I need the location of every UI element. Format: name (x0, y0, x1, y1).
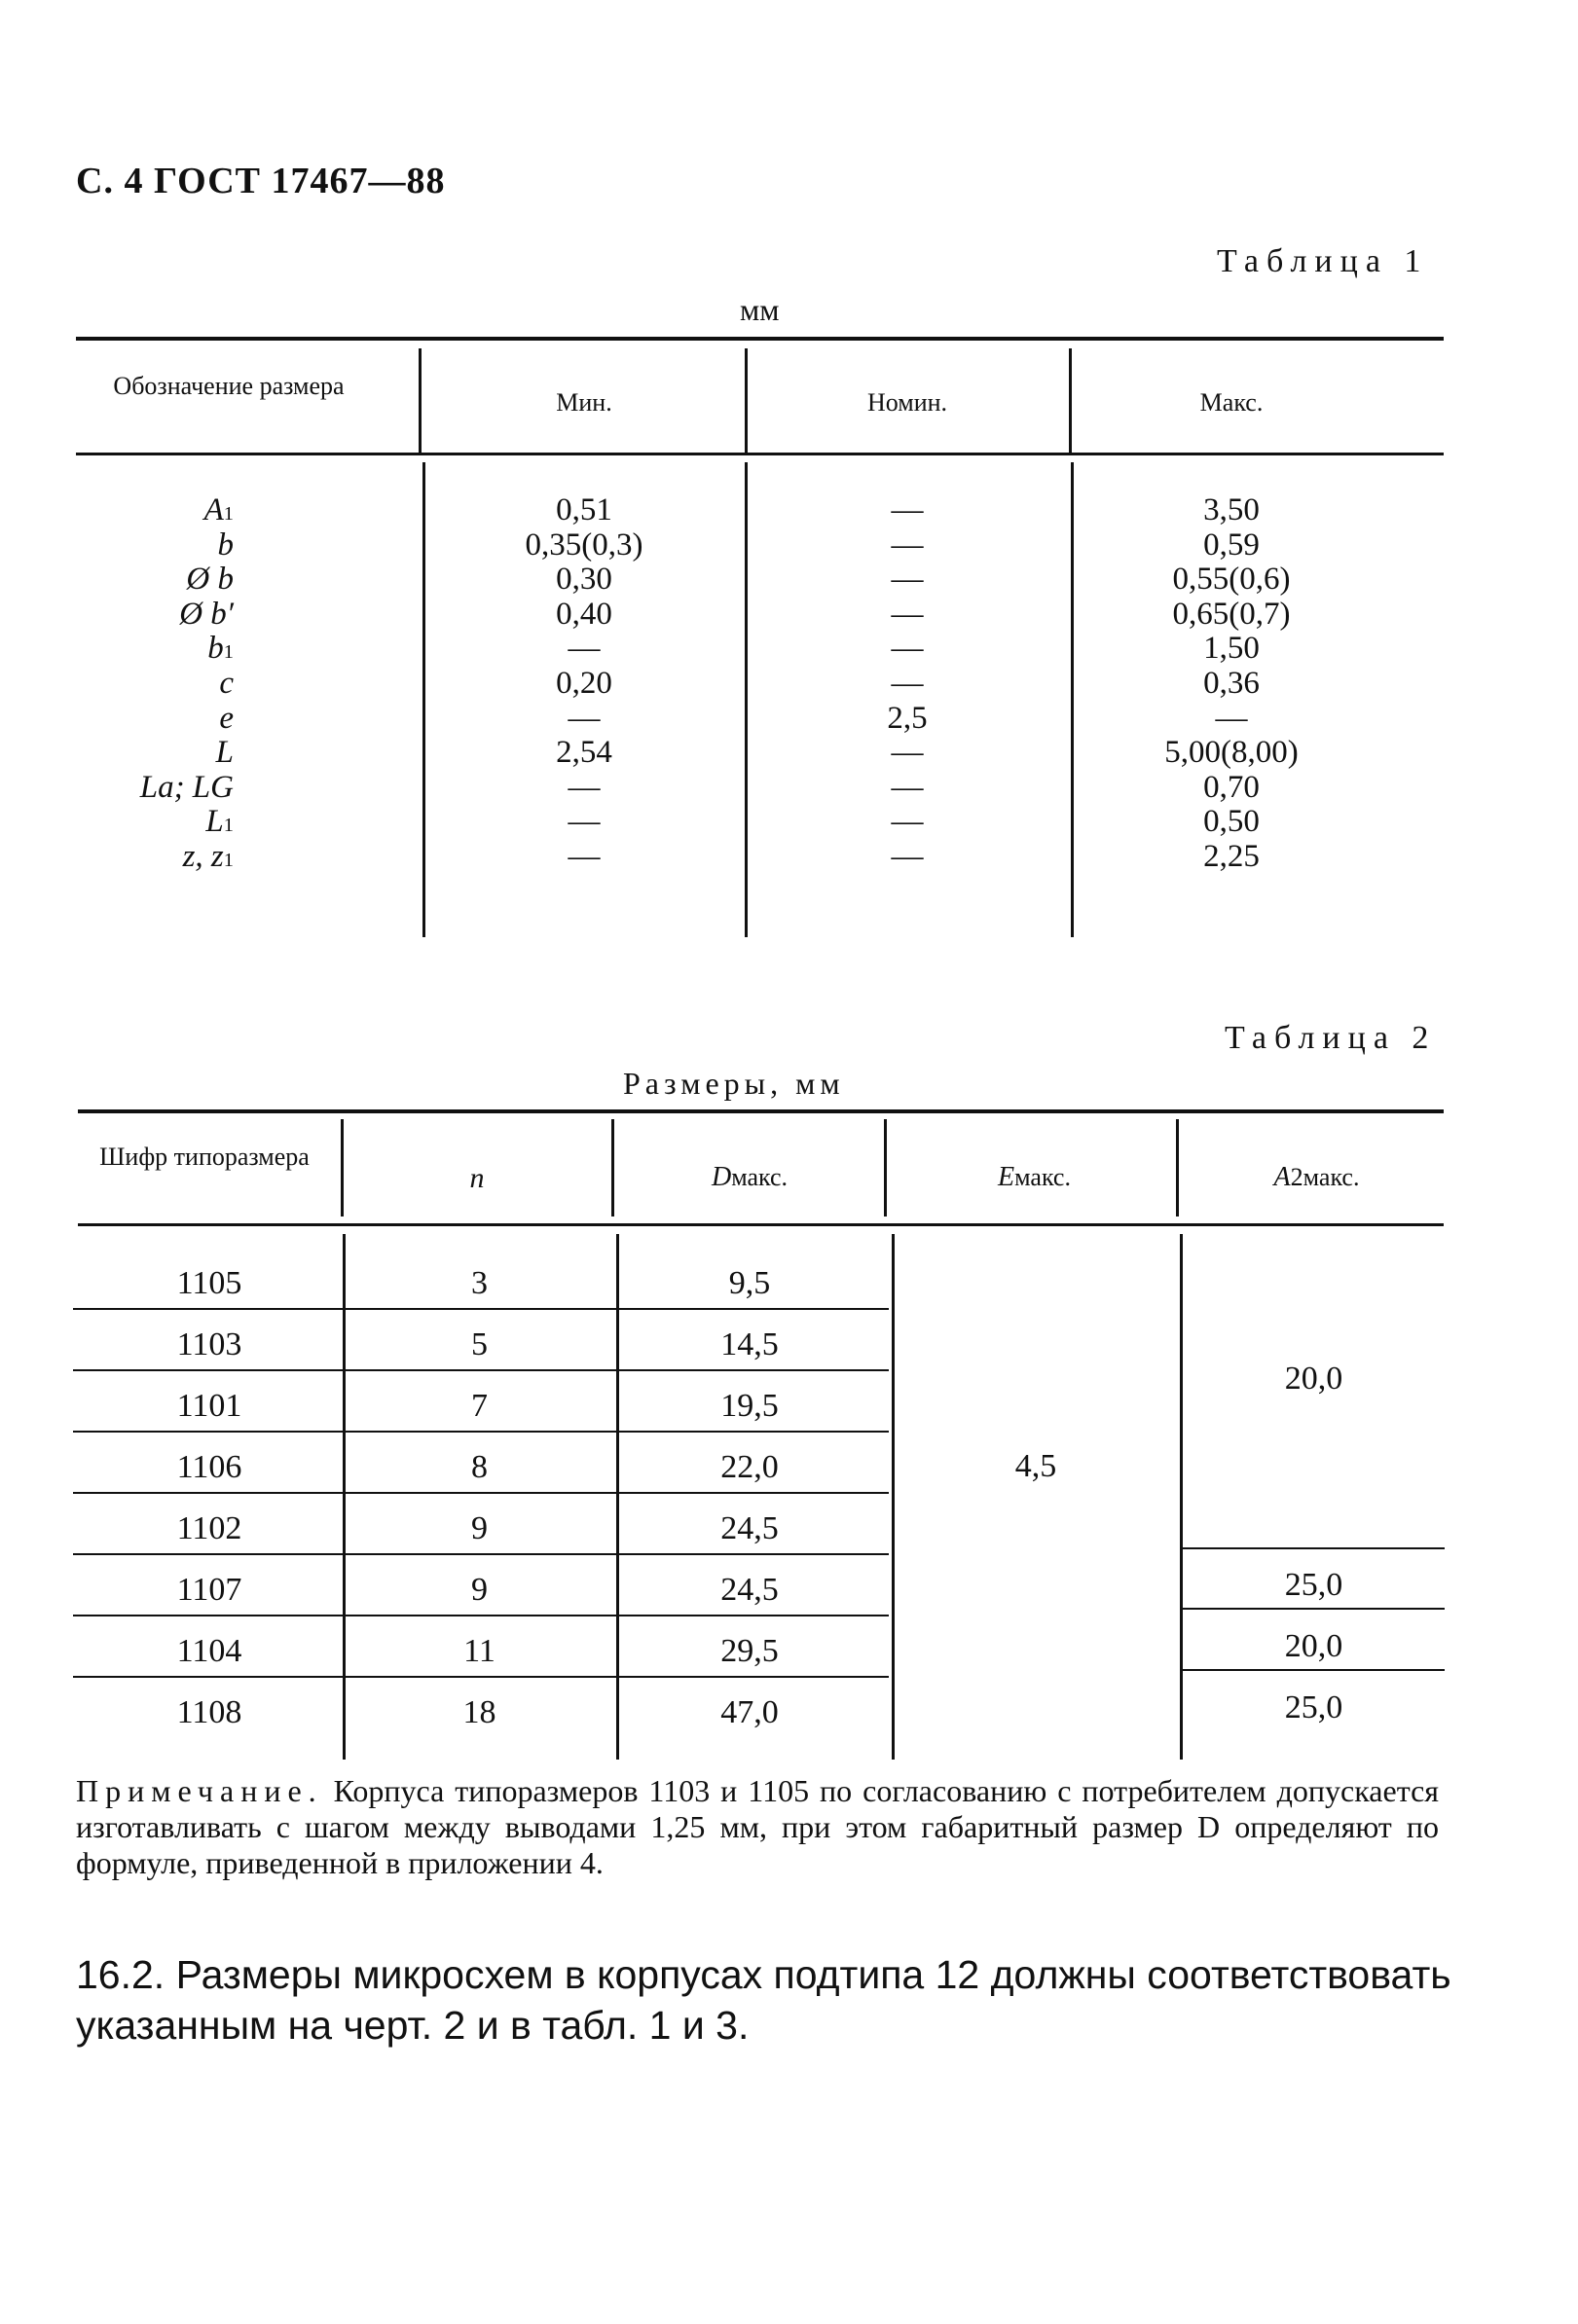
table2-caption: Таблица 2 (1225, 1020, 1437, 1056)
table1-header-rule (76, 453, 1444, 455)
table2-units: Размеры, мм (623, 1066, 845, 1101)
table2-divider (1180, 1234, 1183, 1760)
table1-designation: b1 (207, 631, 234, 667)
table1-max-value: 0,65(0,7) (1172, 596, 1291, 632)
table1-min-value: 2,54 (556, 735, 612, 771)
table2-n-value: 18 (462, 1694, 496, 1730)
table1-designation-sub: 1 (223, 815, 234, 837)
table2-row-rule (1182, 1669, 1445, 1671)
table2-header-a (1188, 1163, 1446, 1191)
table1-max-value: 0,50 (1203, 804, 1260, 840)
table2-n-value: 8 (471, 1449, 488, 1485)
table1-top-rule (76, 337, 1444, 341)
table1-max-value: 2,25 (1203, 839, 1260, 874)
table2-divider (616, 1234, 619, 1760)
table2-header-rule (78, 1223, 1444, 1226)
table2-d-value: 47,0 (720, 1694, 779, 1730)
note-text: Корпуса типоразмеров 1103 и 1105 по согласованию с потребителем допускается изготавливать с шагом между выводами 1,25 мм, при этом габаритный размер D определяют по формуле, приведенной в приложении 4. (76, 1773, 1440, 1880)
table2-n-value: 7 (471, 1388, 488, 1424)
table1-max-value: 3,50 (1203, 492, 1260, 527)
table2-n-value: 9 (471, 1572, 488, 1608)
body-paragraph: 16.2. Размеры микросхем в корпусах подтипа 12 должны соответствовать указанным на черт. 2 и в табл. 1 и 3. (76, 1952, 1451, 2048)
table1-max-value: 0,70 (1203, 769, 1260, 805)
table1-header-min: Мин. (556, 388, 612, 417)
table2-d-value: 9,5 (728, 1265, 771, 1301)
table2-code: 1105 (176, 1265, 242, 1301)
table1-nom-value: — (891, 804, 924, 840)
table1-designation-sub: 1 (223, 503, 234, 525)
table2-d-value: 24,5 (720, 1572, 779, 1608)
table2-code: 1104 (176, 1633, 242, 1669)
table2-code: 1108 (176, 1694, 242, 1730)
table1-nom-value: — (891, 492, 924, 527)
table2-top-rule (78, 1109, 1444, 1113)
table2-divider (611, 1119, 614, 1216)
table2-row-rule (73, 1308, 889, 1310)
table1-max-value: 0,36 (1203, 666, 1260, 701)
table2-code: 1102 (176, 1510, 242, 1546)
table1-min-value: — (568, 700, 601, 736)
table2-e-merged: 4,5 (1014, 1448, 1057, 1484)
table1-max-value: 5,00(8,00) (1164, 735, 1299, 771)
table2-row-rule (73, 1553, 889, 1555)
table2-row-rule (1182, 1608, 1445, 1610)
table2-divider (341, 1119, 344, 1216)
table1-nom-value: — (891, 562, 924, 598)
table1-nom-value: 2,5 (887, 700, 928, 736)
table2-n-value: 5 (471, 1326, 488, 1362)
table1-header-nom: Номин. (866, 388, 948, 417)
table1-max-value: — (1215, 700, 1248, 736)
table2-code: 1106 (176, 1449, 242, 1485)
table2-code: 1103 (176, 1326, 242, 1362)
table1-divider (745, 462, 748, 937)
table2-row-rule (1182, 1547, 1445, 1549)
table1-header-max: Макс. (1199, 388, 1264, 417)
table2-divider (884, 1119, 887, 1216)
table1-min-value: — (568, 804, 601, 840)
table2-divider (343, 1234, 346, 1760)
table1-divider (1069, 348, 1072, 454)
table2-header-n: n (469, 1162, 485, 1194)
table1-designation: L (215, 735, 234, 771)
table2-d-value: 22,0 (720, 1449, 779, 1485)
table1-nom-value: — (891, 631, 924, 667)
table2-row-rule (73, 1615, 889, 1616)
note-label: Примечание. (76, 1773, 323, 1808)
table1-designation: La; LG (139, 769, 234, 805)
table1-nom-value: — (891, 596, 924, 632)
table2-divider (892, 1234, 895, 1760)
table2-header-e-letter: E (998, 1162, 1015, 1192)
table2-row-rule (73, 1431, 889, 1433)
table2-header-e (896, 1163, 1173, 1191)
table1-divider (419, 348, 422, 454)
table1-designation: z, z1 (182, 839, 234, 874)
table1-designation: Ø b (186, 562, 234, 598)
table2-row-rule (73, 1492, 889, 1494)
table2-a-value: 20,0 (1284, 1628, 1343, 1664)
table2-header-code: Шифр типоразмера (99, 1143, 310, 1171)
table1-nom-value: — (891, 527, 924, 563)
table1-min-value: 0,35(0,3) (525, 527, 643, 563)
table2-d-value: 19,5 (720, 1388, 779, 1424)
table1-min-value: 0,30 (556, 562, 612, 598)
table1-min-value: 0,20 (556, 666, 612, 701)
table2-header-a-letter: A (1273, 1162, 1291, 1192)
table1-nom-value: — (891, 839, 924, 874)
table2-a-value: 25,0 (1284, 1567, 1343, 1603)
table1-divider (745, 348, 748, 454)
table1-designation: b (217, 527, 234, 563)
table2-code: 1101 (176, 1388, 242, 1424)
table1-units: мм (740, 292, 780, 327)
table1-min-value: — (568, 631, 601, 667)
table1-nom-value: — (891, 666, 924, 701)
table2-header-a-sub: 2макс. (1290, 1163, 1360, 1191)
table1-caption: Таблица 1 (1217, 243, 1429, 279)
table2-divider (1176, 1119, 1179, 1216)
table1-designation: c (219, 666, 234, 701)
table-note (76, 1773, 1439, 1881)
table1-designation-sub: 1 (223, 641, 234, 664)
table1-nom-value: — (891, 735, 924, 771)
table2-n-value: 9 (471, 1510, 488, 1546)
table2-d-value: 29,5 (720, 1633, 779, 1669)
table2-row-rule (73, 1369, 889, 1371)
table1-designation-sub: 1 (223, 850, 234, 871)
table2-header-d (623, 1163, 876, 1191)
table2-d-value: 24,5 (720, 1510, 779, 1546)
table1-header-designation: Обозначение размера (113, 372, 345, 400)
table2-header-e-sub: макс. (1014, 1163, 1071, 1191)
table2-n-value: 3 (471, 1265, 488, 1301)
page-header: С. 4 ГОСТ 17467—88 (76, 161, 446, 201)
table2-n-value: 11 (463, 1633, 495, 1669)
table1-designation: e (219, 700, 234, 736)
table1-nom-value: — (891, 769, 924, 805)
table1-min-value: — (568, 839, 601, 874)
table1-max-value: 0,59 (1203, 527, 1260, 563)
table2-a-value: 20,0 (1284, 1361, 1343, 1397)
table1-designation: A1 (203, 492, 234, 527)
table2-header-d-letter: D (711, 1162, 732, 1192)
table1-min-value: — (568, 769, 601, 805)
table2-row-rule (73, 1676, 889, 1678)
table1-min-value: 0,40 (556, 596, 612, 632)
table2-code: 1107 (176, 1572, 242, 1608)
table1-designation: Ø b′ (179, 596, 234, 632)
table1-divider (422, 462, 425, 937)
table1-max-value: 0,55(0,6) (1172, 562, 1291, 598)
table1-max-value: 1,50 (1203, 631, 1260, 667)
table2-header-d-sub: макс. (731, 1163, 789, 1191)
table1-designation: L1 (205, 804, 234, 840)
table1-divider (1071, 462, 1074, 937)
table2-a-value: 25,0 (1284, 1689, 1343, 1725)
table1-min-value: 0,51 (556, 492, 612, 527)
table2-d-value: 14,5 (720, 1326, 779, 1362)
